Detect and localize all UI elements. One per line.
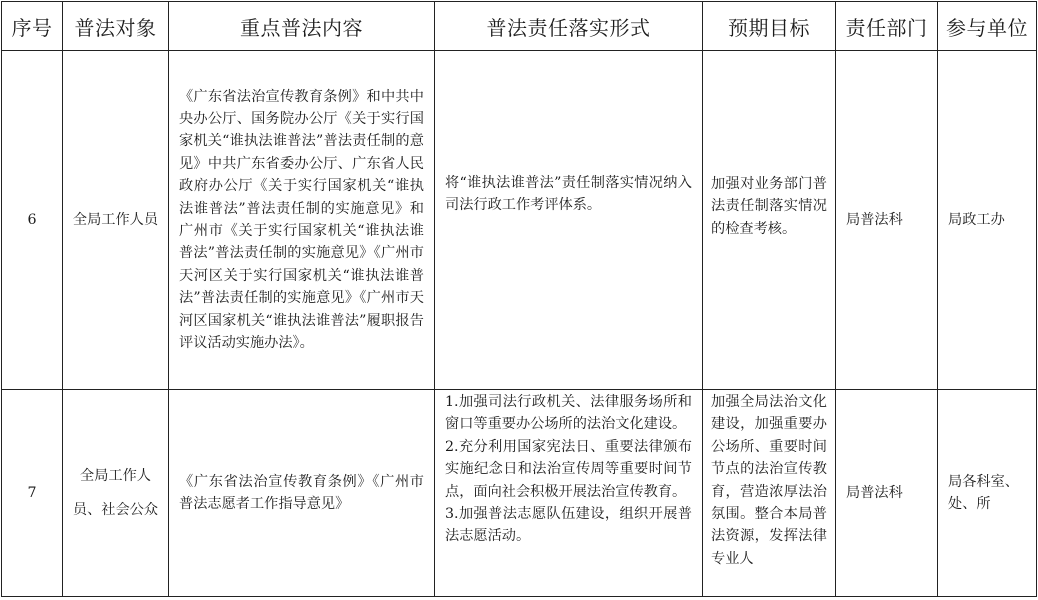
row-seq: 7	[2, 390, 63, 597]
row-target: 全局工作人员	[63, 51, 169, 390]
header-target: 普法对象	[63, 2, 169, 51]
header-goal: 预期目标	[703, 2, 836, 51]
table-row	[2, 390, 1037, 597]
header-form: 普法责任落实形式	[435, 2, 703, 51]
row-goal: 加强对业务部门普法责任制落实情况的检查考核。	[703, 51, 836, 390]
row-content: 《广东省法治宣传教育条例》《广州市普法志愿者工作指导意见》	[169, 390, 435, 597]
form-item: 3.加强普法志愿队伍建设，组织开展普法志愿活动。	[445, 506, 692, 545]
row-form: 将“谁执法谁普法”责任制落实情况纳入司法行政工作考评体系。	[435, 51, 703, 390]
row-unit: 局政工办	[938, 51, 1037, 390]
table-row	[2, 51, 1037, 390]
row-content: 《广东省法治宣传教育条例》和中共中央办公厅、国务院办公厅《关于实行国家机关“谁执法谁普法”普法责任制的意见》中共广东省委办公厅、广东省人民政府办公厅《关于实行国家机关“谁执法谁普法”普法责任制的实施意见》和广州市《关于实行国家机关“谁执法谁普法”普法责任制的实施意见》《广州市天河区关于实行国家机关“谁执法谁普法”普法责任制的实施意见》《广州市天河区国家机关“谁执法谁普法”履职报告评议活动实施办法》。	[169, 51, 435, 390]
form-item: 1.加强司法行政机关、法律服务场所和窗口等重要办公场所的法治文化建设。	[445, 394, 692, 433]
row-dept: 局普法科	[836, 51, 938, 390]
row-seq: 6	[2, 51, 63, 390]
row-form-list	[435, 390, 703, 597]
plan-table	[1, 1, 1037, 597]
header-dept: 责任部门	[836, 2, 938, 51]
header-seq: 序号	[2, 2, 63, 51]
row-unit: 局各科室、处、所	[938, 390, 1037, 597]
header-unit: 参与单位	[938, 2, 1037, 51]
row-target: 全局工作人员、社会公众	[63, 390, 169, 597]
header-row	[2, 2, 1037, 51]
row-dept: 局普法科	[836, 390, 938, 597]
form-item: 2.充分利用国家宪法日、重要法律颁布实施纪念日和法治宣传周等重要时间节点，面向社会积极开展法治宣传教育。	[445, 438, 692, 500]
row-goal: 加强全局法治文化建设，加强重要办公场所、重要时间节点的法治宣传教育，营造浓厚法治氛围。整合本局普法资源，发挥法律专业人	[703, 390, 836, 597]
header-content: 重点普法内容	[169, 2, 435, 51]
